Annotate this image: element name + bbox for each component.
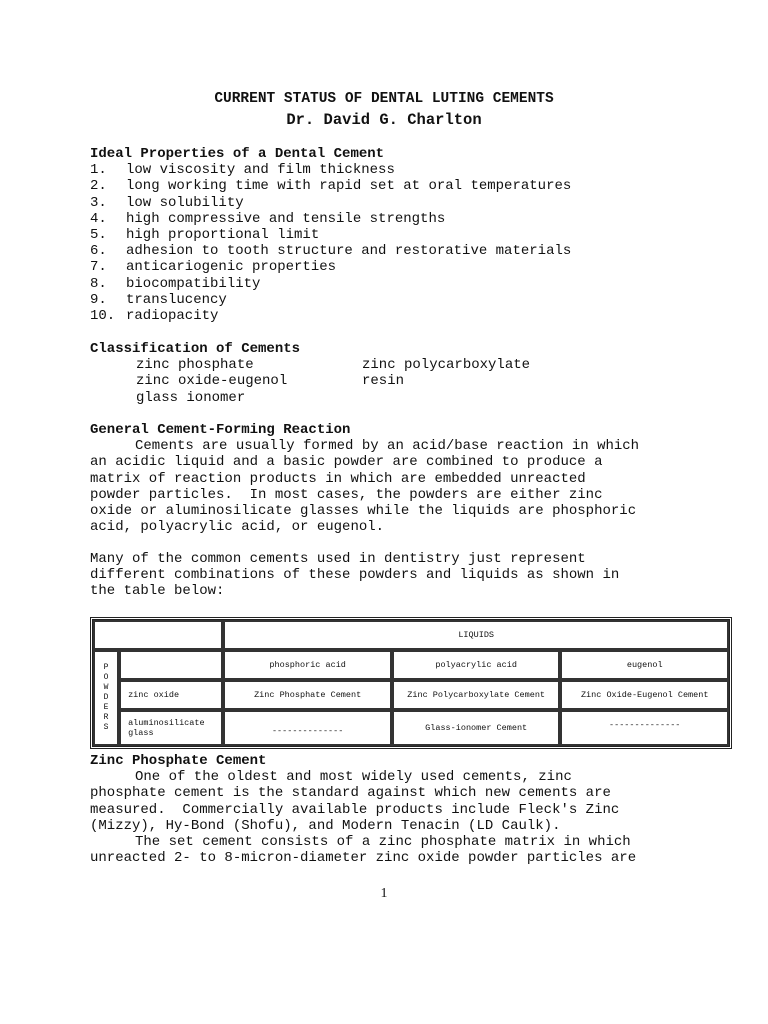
liquids-header: LIQUIDS xyxy=(223,620,729,650)
text-line: One of the oldest and most widely used cements, zinc xyxy=(135,769,572,786)
text-line: measured. Commercially available products include Fleck's Zinc xyxy=(90,801,620,818)
powder-zinc-oxide: zinc oxide xyxy=(119,680,223,710)
cement-type: zinc polycarboxylate xyxy=(362,357,531,374)
list-number: 5. xyxy=(90,227,107,244)
list-item xyxy=(90,308,700,324)
powders-vertical-label xyxy=(93,650,119,746)
ideal-properties-section xyxy=(90,146,700,324)
list-number: 10. xyxy=(90,308,116,325)
list-number: 3. xyxy=(90,194,107,211)
text-line: the table below: xyxy=(90,583,225,600)
text-line: The set cement consists of a zinc phosphate matrix in which xyxy=(135,834,631,851)
page-number: 1 xyxy=(380,886,388,901)
list-number: 2. xyxy=(90,178,107,195)
list-item xyxy=(90,259,700,275)
list-number: 7. xyxy=(90,259,107,276)
cement-type: zinc phosphate xyxy=(136,357,254,374)
classification-row xyxy=(90,357,700,373)
text-line: acid, polyacrylic acid, or eugenol. xyxy=(90,519,385,536)
list-item xyxy=(90,243,700,259)
combinations-paragraph xyxy=(90,551,700,600)
list-item xyxy=(90,276,700,292)
list-text: translucency xyxy=(126,291,227,308)
text-line: matrix of reaction products in which are embedded unreacted xyxy=(90,470,586,487)
text-line: oxide or aluminosilicate glasses while the liquids are phosphoric xyxy=(90,503,637,520)
list-item xyxy=(90,227,700,243)
general-reaction-paragraph xyxy=(90,438,700,535)
table-cell: -------------- xyxy=(560,710,729,746)
powders-letter: R xyxy=(103,713,109,722)
liquid-col-eugenol: eugenol xyxy=(560,650,729,680)
powders-letter: D xyxy=(103,693,109,702)
list-text: radiopacity xyxy=(126,308,219,325)
section-heading: Zinc Phosphate Cement xyxy=(90,753,267,769)
cement-type: zinc oxide-eugenol xyxy=(136,373,288,390)
classification-row xyxy=(90,390,700,406)
powders-letter: O xyxy=(103,673,109,682)
classification-row xyxy=(90,373,700,389)
list-text: anticariogenic properties xyxy=(126,259,337,276)
text-line: Many of the common cements used in dentistry just represent xyxy=(90,551,586,567)
general-reaction-section xyxy=(90,422,700,535)
list-item xyxy=(90,162,700,178)
table-liquids-row xyxy=(93,650,729,680)
text-line: phosphate cement is the standard against which new cements are xyxy=(90,785,611,802)
table-cell: Zinc Oxide-Eugenol Cement xyxy=(560,680,729,710)
liquid-col-polyacrylic: polyacrylic acid xyxy=(392,650,561,680)
table-header-row xyxy=(93,620,729,650)
list-text: low solubility xyxy=(126,194,244,211)
table-row xyxy=(93,680,729,710)
table-corner-cell xyxy=(93,620,223,650)
table-cell: Zinc Phosphate Cement xyxy=(223,680,392,710)
powders-letter: W xyxy=(103,683,109,692)
list-number: 8. xyxy=(90,275,107,292)
list-item xyxy=(90,195,700,211)
list-text: high compressive and tensile strengths xyxy=(126,210,446,227)
list-item xyxy=(90,292,700,308)
list-item xyxy=(90,178,700,194)
list-number: 1. xyxy=(90,162,107,179)
powders-letter: P xyxy=(103,663,109,672)
liquid-col-phosphoric: phosphoric acid xyxy=(223,650,392,680)
list-text: long working time with rapid set at oral temperatures xyxy=(126,178,572,195)
text-line: Cements are usually formed by an acid/base reaction in which xyxy=(135,438,640,455)
list-text: high proportional limit xyxy=(126,227,320,244)
powders-letter: E xyxy=(103,703,109,712)
ideal-properties-list xyxy=(90,162,700,324)
zinc-phosphate-paragraph xyxy=(90,769,700,866)
powders-liquids-table xyxy=(90,617,732,749)
table-row xyxy=(93,710,729,746)
classification-list xyxy=(90,357,700,406)
list-text: low viscosity and film thickness xyxy=(126,162,395,179)
cement-type: glass ionomer xyxy=(136,389,246,406)
powder-aluminosilicate-glass: aluminosilicate glass xyxy=(119,710,223,746)
table-cell: Zinc Polycarboxylate Cement xyxy=(392,680,561,710)
section-heading: General Cement-Forming Reaction xyxy=(90,422,351,438)
list-text: adhesion to tooth structure and restorative materials xyxy=(126,243,572,260)
section-heading: Classification of Cements xyxy=(90,341,301,357)
text-line: powder particles. In most cases, the powders are either zinc xyxy=(90,486,603,503)
cement-type: resin xyxy=(362,373,405,390)
list-text: biocompatibility xyxy=(126,275,261,292)
text-line: unreacted 2- to 8-micron-diameter zinc oxide powder particles are xyxy=(90,850,637,867)
text-line: (Mizzy), Hy-Bond (Shofu), and Modern Tenacin (LD Caulk). xyxy=(90,817,561,834)
table-empty-cell xyxy=(119,650,223,680)
table-cell: -------------- xyxy=(223,710,392,746)
combinations-text xyxy=(90,551,700,600)
powders-letter: S xyxy=(103,723,109,732)
table-cell: Glass-ionomer Cement xyxy=(392,710,561,746)
list-number: 4. xyxy=(90,210,107,227)
list-item xyxy=(90,211,700,227)
zinc-phosphate-section xyxy=(90,753,700,866)
list-number: 6. xyxy=(90,243,107,260)
text-line: an acidic liquid and a basic powder are combined to produce a xyxy=(90,454,603,471)
section-heading: Ideal Properties of a Dental Cement xyxy=(90,146,385,162)
classification-section xyxy=(90,341,700,406)
text-line: different combinations of these powders and liquids as shown in xyxy=(90,567,620,584)
list-number: 9. xyxy=(90,291,107,308)
document-author: Dr. David G. Charlton xyxy=(286,111,482,129)
document-title: CURRENT STATUS OF DENTAL LUTING CEMENTS xyxy=(214,91,554,107)
